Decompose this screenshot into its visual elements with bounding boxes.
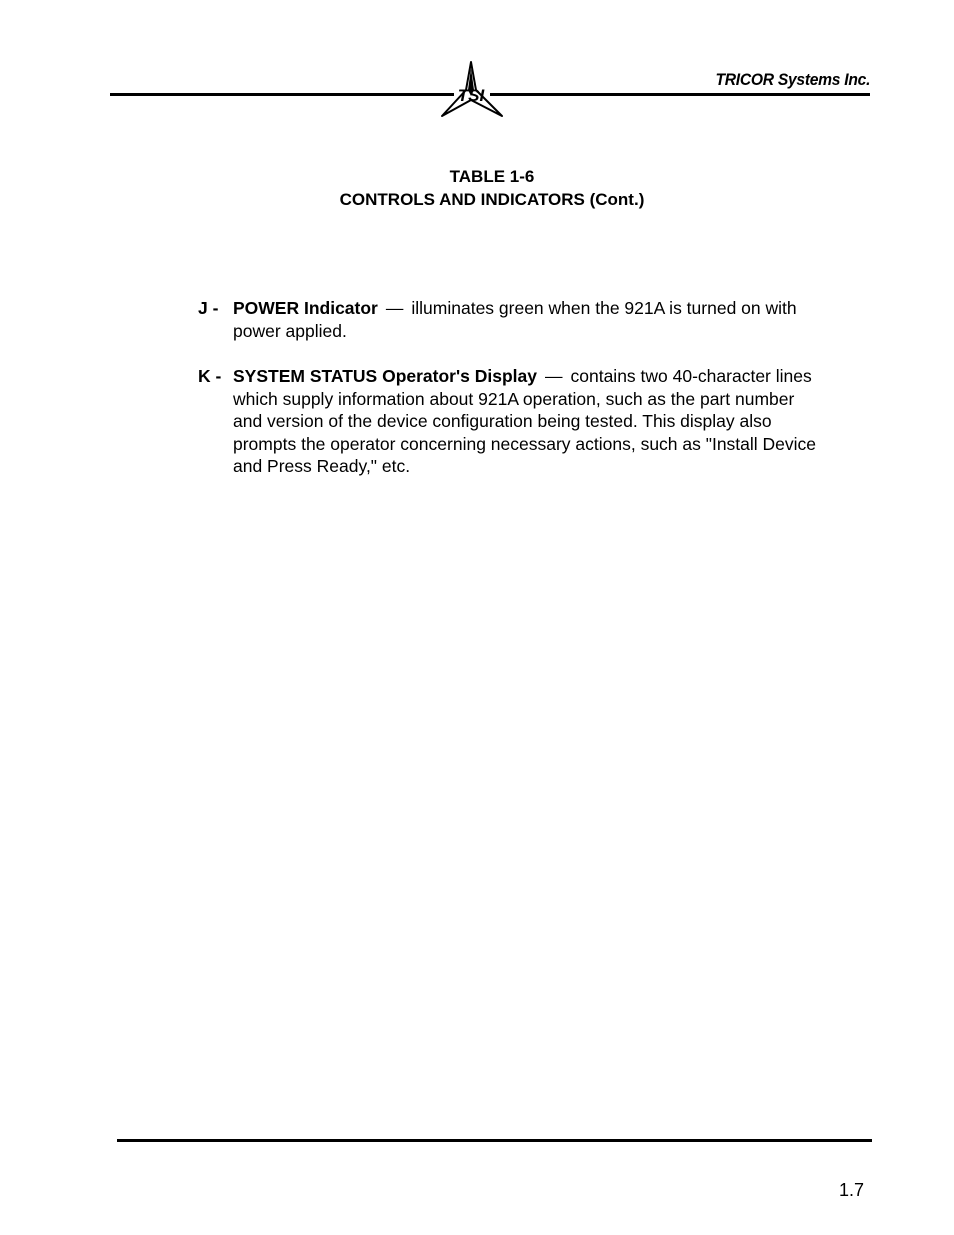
tricor-triangle-logo-icon [438, 60, 504, 120]
header-rule-right [490, 93, 870, 96]
entry-description: contains two 40-character lines which supply information about 921A operation, such as the part number and version of the device configuration being tested. This display also prompts the operator concerning necessary actions, such as "Install Device and Press Ready," etc. [233, 366, 817, 476]
entry-system-status-display [198, 365, 828, 478]
entry-term: POWER Indicator [233, 298, 378, 318]
entry-term: SYSTEM STATUS Operator's Display [233, 366, 537, 386]
entry-power-indicator [198, 297, 828, 342]
entry-description: illuminates green when the 921A is turned on with power applied. [233, 298, 797, 341]
entry-dash: — [385, 298, 404, 318]
entry-text [233, 365, 828, 478]
company-name [715, 70, 870, 90]
table-title: TABLE 1-6 [449, 167, 535, 186]
entry-letter: K - [198, 366, 222, 386]
entry-letter: J - [198, 298, 219, 318]
table-subtitle: CONTROLS AND INDICATORS (Cont.) [339, 190, 645, 209]
footer-rule [117, 1139, 872, 1142]
svg-text:TSI: TSI [457, 86, 485, 105]
entry-dash: — [545, 366, 563, 386]
header-rule-left [110, 93, 454, 96]
company-brand: TRICOR [715, 70, 774, 89]
company-suffix: Systems Inc. [773, 70, 870, 89]
page-number: 1.7 [838, 1180, 864, 1200]
entry-text [233, 297, 828, 342]
